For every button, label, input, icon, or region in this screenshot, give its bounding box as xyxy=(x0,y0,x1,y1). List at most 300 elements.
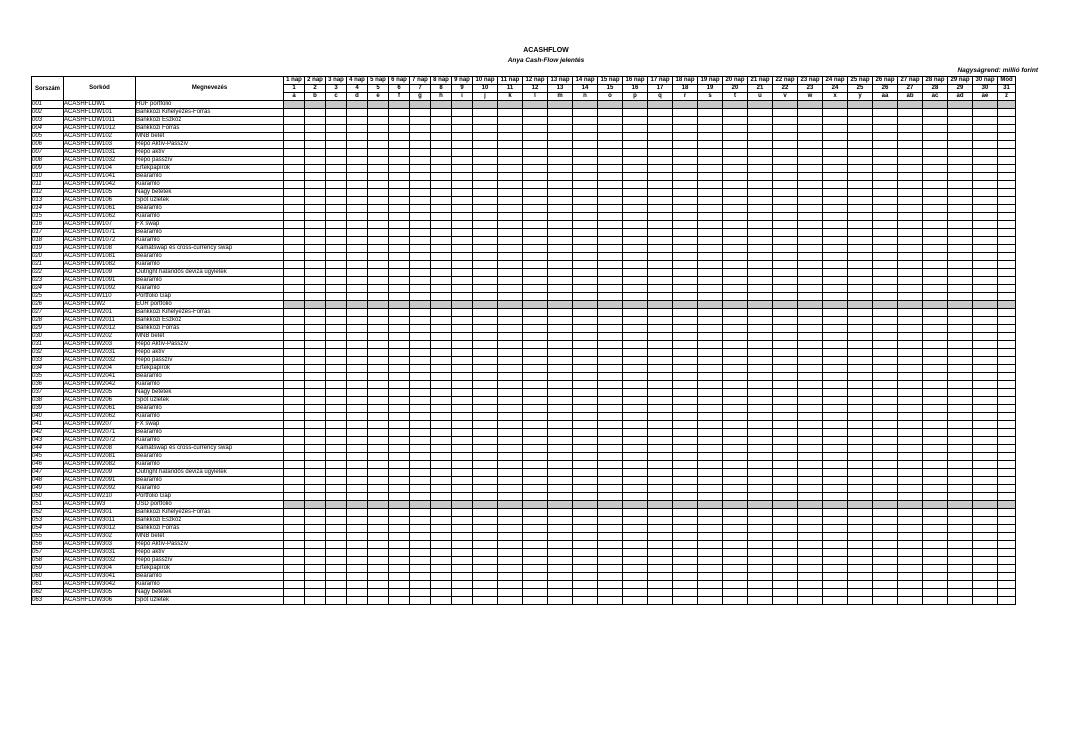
value-cell[interactable] xyxy=(305,565,326,573)
value-cell[interactable] xyxy=(623,541,648,549)
value-cell[interactable] xyxy=(773,133,798,141)
value-cell[interactable] xyxy=(305,597,326,605)
value-cell[interactable] xyxy=(698,293,723,301)
value-cell[interactable] xyxy=(773,365,798,373)
value-cell[interactable] xyxy=(723,485,748,493)
value-cell[interactable] xyxy=(326,461,347,469)
value-cell[interactable] xyxy=(523,429,548,437)
value-cell[interactable] xyxy=(673,493,698,501)
value-cell[interactable] xyxy=(998,149,1016,157)
value-cell[interactable] xyxy=(848,437,873,445)
value-cell[interactable] xyxy=(798,365,823,373)
value-cell[interactable] xyxy=(898,413,923,421)
value-cell[interactable] xyxy=(823,229,848,237)
value-cell[interactable] xyxy=(998,133,1016,141)
value-cell[interactable] xyxy=(623,285,648,293)
value-cell[interactable] xyxy=(698,349,723,357)
value-cell[interactable] xyxy=(598,509,623,517)
value-cell[interactable] xyxy=(368,445,389,453)
value-cell[interactable] xyxy=(284,541,305,549)
value-cell[interactable] xyxy=(573,413,598,421)
value-cell[interactable] xyxy=(498,117,523,125)
value-cell[interactable] xyxy=(452,509,473,517)
value-cell[interactable] xyxy=(389,485,410,493)
value-cell[interactable] xyxy=(773,269,798,277)
value-cell[interactable] xyxy=(410,205,431,213)
value-cell[interactable] xyxy=(523,101,548,109)
value-cell[interactable] xyxy=(823,413,848,421)
value-cell[interactable] xyxy=(848,301,873,309)
value-cell[interactable] xyxy=(598,349,623,357)
value-cell[interactable] xyxy=(326,381,347,389)
value-cell[interactable] xyxy=(973,453,998,461)
value-cell[interactable] xyxy=(473,429,498,437)
value-cell[interactable] xyxy=(873,285,898,293)
value-cell[interactable] xyxy=(823,277,848,285)
value-cell[interactable] xyxy=(748,597,773,605)
value-cell[interactable] xyxy=(598,293,623,301)
value-cell[interactable] xyxy=(410,149,431,157)
value-cell[interactable] xyxy=(773,229,798,237)
value-cell[interactable] xyxy=(623,301,648,309)
value-cell[interactable] xyxy=(898,405,923,413)
value-cell[interactable] xyxy=(498,413,523,421)
value-cell[interactable] xyxy=(673,157,698,165)
value-cell[interactable] xyxy=(948,205,973,213)
value-cell[interactable] xyxy=(347,557,368,565)
value-cell[interactable] xyxy=(473,541,498,549)
value-cell[interactable] xyxy=(823,485,848,493)
value-cell[interactable] xyxy=(368,373,389,381)
value-cell[interactable] xyxy=(623,333,648,341)
value-cell[interactable] xyxy=(410,541,431,549)
value-cell[interactable] xyxy=(723,373,748,381)
value-cell[interactable] xyxy=(748,573,773,581)
value-cell[interactable] xyxy=(452,117,473,125)
value-cell[interactable] xyxy=(284,597,305,605)
value-cell[interactable] xyxy=(305,325,326,333)
value-cell[interactable] xyxy=(368,589,389,597)
value-cell[interactable] xyxy=(284,261,305,269)
value-cell[interactable] xyxy=(410,445,431,453)
value-cell[interactable] xyxy=(998,453,1016,461)
value-cell[interactable] xyxy=(823,205,848,213)
value-cell[interactable] xyxy=(548,197,573,205)
value-cell[interactable] xyxy=(898,285,923,293)
value-cell[interactable] xyxy=(698,141,723,149)
value-cell[interactable] xyxy=(923,477,948,485)
value-cell[interactable] xyxy=(898,133,923,141)
value-cell[interactable] xyxy=(698,325,723,333)
value-cell[interactable] xyxy=(368,133,389,141)
value-cell[interactable] xyxy=(623,341,648,349)
value-cell[interactable] xyxy=(573,461,598,469)
value-cell[interactable] xyxy=(326,429,347,437)
value-cell[interactable] xyxy=(798,117,823,125)
value-cell[interactable] xyxy=(698,317,723,325)
value-cell[interactable] xyxy=(347,573,368,581)
value-cell[interactable] xyxy=(623,549,648,557)
value-cell[interactable] xyxy=(648,357,673,365)
value-cell[interactable] xyxy=(305,237,326,245)
value-cell[interactable] xyxy=(498,341,523,349)
value-cell[interactable] xyxy=(623,581,648,589)
value-cell[interactable] xyxy=(389,181,410,189)
value-cell[interactable] xyxy=(368,309,389,317)
value-cell[interactable] xyxy=(898,141,923,149)
value-cell[interactable] xyxy=(723,261,748,269)
value-cell[interactable] xyxy=(410,509,431,517)
value-cell[interactable] xyxy=(573,125,598,133)
value-cell[interactable] xyxy=(823,381,848,389)
value-cell[interactable] xyxy=(573,429,598,437)
value-cell[interactable] xyxy=(548,269,573,277)
value-cell[interactable] xyxy=(326,277,347,285)
value-cell[interactable] xyxy=(723,309,748,317)
value-cell[interactable] xyxy=(452,197,473,205)
value-cell[interactable] xyxy=(923,213,948,221)
value-cell[interactable] xyxy=(848,189,873,197)
value-cell[interactable] xyxy=(305,189,326,197)
value-cell[interactable] xyxy=(305,141,326,149)
value-cell[interactable] xyxy=(948,557,973,565)
value-cell[interactable] xyxy=(473,165,498,173)
value-cell[interactable] xyxy=(410,173,431,181)
value-cell[interactable] xyxy=(798,557,823,565)
value-cell[interactable] xyxy=(848,101,873,109)
value-cell[interactable] xyxy=(973,581,998,589)
value-cell[interactable] xyxy=(648,173,673,181)
value-cell[interactable] xyxy=(284,501,305,509)
value-cell[interactable] xyxy=(623,509,648,517)
value-cell[interactable] xyxy=(848,469,873,477)
value-cell[interactable] xyxy=(326,253,347,261)
value-cell[interactable] xyxy=(773,525,798,533)
value-cell[interactable] xyxy=(573,597,598,605)
value-cell[interactable] xyxy=(548,549,573,557)
value-cell[interactable] xyxy=(523,133,548,141)
value-cell[interactable] xyxy=(368,317,389,325)
value-cell[interactable] xyxy=(873,109,898,117)
value-cell[interactable] xyxy=(326,445,347,453)
value-cell[interactable] xyxy=(873,485,898,493)
value-cell[interactable] xyxy=(723,557,748,565)
value-cell[interactable] xyxy=(973,293,998,301)
value-cell[interactable] xyxy=(698,485,723,493)
value-cell[interactable] xyxy=(623,261,648,269)
value-cell[interactable] xyxy=(473,333,498,341)
value-cell[interactable] xyxy=(284,445,305,453)
value-cell[interactable] xyxy=(410,517,431,525)
value-cell[interactable] xyxy=(548,213,573,221)
value-cell[interactable] xyxy=(723,453,748,461)
value-cell[interactable] xyxy=(998,365,1016,373)
value-cell[interactable] xyxy=(998,309,1016,317)
value-cell[interactable] xyxy=(723,173,748,181)
value-cell[interactable] xyxy=(823,365,848,373)
value-cell[interactable] xyxy=(410,117,431,125)
value-cell[interactable] xyxy=(798,245,823,253)
value-cell[interactable] xyxy=(452,485,473,493)
value-cell[interactable] xyxy=(389,165,410,173)
value-cell[interactable] xyxy=(431,309,452,317)
value-cell[interactable] xyxy=(498,253,523,261)
value-cell[interactable] xyxy=(673,109,698,117)
value-cell[interactable] xyxy=(473,309,498,317)
value-cell[interactable] xyxy=(473,421,498,429)
value-cell[interactable] xyxy=(498,133,523,141)
value-cell[interactable] xyxy=(848,173,873,181)
value-cell[interactable] xyxy=(410,493,431,501)
value-cell[interactable] xyxy=(452,293,473,301)
value-cell[interactable] xyxy=(948,277,973,285)
value-cell[interactable] xyxy=(305,261,326,269)
value-cell[interactable] xyxy=(284,109,305,117)
value-cell[interactable] xyxy=(648,517,673,525)
value-cell[interactable] xyxy=(389,117,410,125)
value-cell[interactable] xyxy=(973,125,998,133)
value-cell[interactable] xyxy=(873,301,898,309)
value-cell[interactable] xyxy=(326,109,347,117)
value-cell[interactable] xyxy=(948,149,973,157)
value-cell[interactable] xyxy=(723,541,748,549)
value-cell[interactable] xyxy=(798,293,823,301)
value-cell[interactable] xyxy=(998,589,1016,597)
value-cell[interactable] xyxy=(347,269,368,277)
value-cell[interactable] xyxy=(573,325,598,333)
value-cell[interactable] xyxy=(873,453,898,461)
value-cell[interactable] xyxy=(723,189,748,197)
value-cell[interactable] xyxy=(410,165,431,173)
value-cell[interactable] xyxy=(898,245,923,253)
value-cell[interactable] xyxy=(773,149,798,157)
value-cell[interactable] xyxy=(898,397,923,405)
value-cell[interactable] xyxy=(284,221,305,229)
value-cell[interactable] xyxy=(648,365,673,373)
value-cell[interactable] xyxy=(305,445,326,453)
value-cell[interactable] xyxy=(548,237,573,245)
value-cell[interactable] xyxy=(368,365,389,373)
value-cell[interactable] xyxy=(548,581,573,589)
value-cell[interactable] xyxy=(773,341,798,349)
value-cell[interactable] xyxy=(973,477,998,485)
value-cell[interactable] xyxy=(873,493,898,501)
value-cell[interactable] xyxy=(698,253,723,261)
value-cell[interactable] xyxy=(548,429,573,437)
value-cell[interactable] xyxy=(305,221,326,229)
value-cell[interactable] xyxy=(923,429,948,437)
value-cell[interactable] xyxy=(473,549,498,557)
value-cell[interactable] xyxy=(548,325,573,333)
value-cell[interactable] xyxy=(998,485,1016,493)
value-cell[interactable] xyxy=(798,373,823,381)
value-cell[interactable] xyxy=(498,501,523,509)
value-cell[interactable] xyxy=(973,381,998,389)
value-cell[interactable] xyxy=(452,285,473,293)
value-cell[interactable] xyxy=(523,301,548,309)
value-cell[interactable] xyxy=(573,245,598,253)
value-cell[interactable] xyxy=(326,573,347,581)
value-cell[interactable] xyxy=(848,117,873,125)
value-cell[interactable] xyxy=(284,269,305,277)
value-cell[interactable] xyxy=(523,357,548,365)
value-cell[interactable] xyxy=(973,245,998,253)
value-cell[interactable] xyxy=(948,285,973,293)
value-cell[interactable] xyxy=(523,597,548,605)
value-cell[interactable] xyxy=(823,269,848,277)
value-cell[interactable] xyxy=(698,573,723,581)
value-cell[interactable] xyxy=(284,381,305,389)
value-cell[interactable] xyxy=(548,461,573,469)
value-cell[interactable] xyxy=(573,397,598,405)
value-cell[interactable] xyxy=(723,413,748,421)
value-cell[interactable] xyxy=(773,493,798,501)
value-cell[interactable] xyxy=(410,381,431,389)
value-cell[interactable] xyxy=(773,589,798,597)
value-cell[interactable] xyxy=(923,125,948,133)
value-cell[interactable] xyxy=(873,533,898,541)
value-cell[interactable] xyxy=(498,525,523,533)
value-cell[interactable] xyxy=(798,109,823,117)
value-cell[interactable] xyxy=(998,301,1016,309)
value-cell[interactable] xyxy=(723,349,748,357)
value-cell[interactable] xyxy=(698,341,723,349)
value-cell[interactable] xyxy=(748,525,773,533)
value-cell[interactable] xyxy=(623,269,648,277)
value-cell[interactable] xyxy=(748,197,773,205)
value-cell[interactable] xyxy=(548,117,573,125)
value-cell[interactable] xyxy=(798,165,823,173)
value-cell[interactable] xyxy=(410,453,431,461)
value-cell[interactable] xyxy=(923,357,948,365)
value-cell[interactable] xyxy=(923,461,948,469)
value-cell[interactable] xyxy=(898,317,923,325)
value-cell[interactable] xyxy=(284,565,305,573)
value-cell[interactable] xyxy=(923,501,948,509)
value-cell[interactable] xyxy=(673,149,698,157)
value-cell[interactable] xyxy=(648,581,673,589)
value-cell[interactable] xyxy=(648,221,673,229)
value-cell[interactable] xyxy=(347,117,368,125)
value-cell[interactable] xyxy=(698,125,723,133)
value-cell[interactable] xyxy=(948,453,973,461)
value-cell[interactable] xyxy=(948,237,973,245)
value-cell[interactable] xyxy=(410,341,431,349)
value-cell[interactable] xyxy=(848,205,873,213)
value-cell[interactable] xyxy=(898,269,923,277)
value-cell[interactable] xyxy=(326,165,347,173)
value-cell[interactable] xyxy=(973,277,998,285)
value-cell[interactable] xyxy=(973,357,998,365)
value-cell[interactable] xyxy=(368,205,389,213)
value-cell[interactable] xyxy=(823,357,848,365)
value-cell[interactable] xyxy=(773,533,798,541)
value-cell[interactable] xyxy=(673,333,698,341)
value-cell[interactable] xyxy=(773,261,798,269)
value-cell[interactable] xyxy=(573,213,598,221)
value-cell[interactable] xyxy=(823,245,848,253)
value-cell[interactable] xyxy=(389,541,410,549)
value-cell[interactable] xyxy=(623,109,648,117)
value-cell[interactable] xyxy=(898,477,923,485)
value-cell[interactable] xyxy=(998,245,1016,253)
value-cell[interactable] xyxy=(548,245,573,253)
value-cell[interactable] xyxy=(473,237,498,245)
value-cell[interactable] xyxy=(973,109,998,117)
value-cell[interactable] xyxy=(389,125,410,133)
value-cell[interactable] xyxy=(848,269,873,277)
value-cell[interactable] xyxy=(498,581,523,589)
value-cell[interactable] xyxy=(368,349,389,357)
value-cell[interactable] xyxy=(698,461,723,469)
value-cell[interactable] xyxy=(498,125,523,133)
value-cell[interactable] xyxy=(998,117,1016,125)
value-cell[interactable] xyxy=(368,173,389,181)
value-cell[interactable] xyxy=(748,277,773,285)
value-cell[interactable] xyxy=(347,101,368,109)
value-cell[interactable] xyxy=(848,309,873,317)
value-cell[interactable] xyxy=(473,285,498,293)
value-cell[interactable] xyxy=(873,293,898,301)
value-cell[interactable] xyxy=(389,357,410,365)
value-cell[interactable] xyxy=(452,469,473,477)
value-cell[interactable] xyxy=(698,133,723,141)
value-cell[interactable] xyxy=(948,389,973,397)
value-cell[interactable] xyxy=(573,189,598,197)
value-cell[interactable] xyxy=(548,149,573,157)
value-cell[interactable] xyxy=(347,533,368,541)
value-cell[interactable] xyxy=(748,517,773,525)
value-cell[interactable] xyxy=(823,133,848,141)
value-cell[interactable] xyxy=(284,389,305,397)
value-cell[interactable] xyxy=(648,493,673,501)
value-cell[interactable] xyxy=(573,117,598,125)
value-cell[interactable] xyxy=(648,301,673,309)
value-cell[interactable] xyxy=(998,573,1016,581)
value-cell[interactable] xyxy=(347,109,368,117)
value-cell[interactable] xyxy=(389,421,410,429)
value-cell[interactable] xyxy=(598,421,623,429)
value-cell[interactable] xyxy=(573,181,598,189)
value-cell[interactable] xyxy=(873,437,898,445)
value-cell[interactable] xyxy=(798,157,823,165)
value-cell[interactable] xyxy=(873,229,898,237)
value-cell[interactable] xyxy=(431,389,452,397)
value-cell[interactable] xyxy=(598,501,623,509)
value-cell[interactable] xyxy=(389,533,410,541)
value-cell[interactable] xyxy=(648,285,673,293)
value-cell[interactable] xyxy=(431,589,452,597)
value-cell[interactable] xyxy=(748,245,773,253)
value-cell[interactable] xyxy=(748,453,773,461)
value-cell[interactable] xyxy=(305,517,326,525)
value-cell[interactable] xyxy=(523,309,548,317)
value-cell[interactable] xyxy=(347,589,368,597)
value-cell[interactable] xyxy=(973,517,998,525)
value-cell[interactable] xyxy=(284,157,305,165)
value-cell[interactable] xyxy=(284,509,305,517)
value-cell[interactable] xyxy=(431,421,452,429)
value-cell[interactable] xyxy=(823,533,848,541)
value-cell[interactable] xyxy=(873,581,898,589)
value-cell[interactable] xyxy=(548,589,573,597)
value-cell[interactable] xyxy=(823,237,848,245)
value-cell[interactable] xyxy=(698,229,723,237)
value-cell[interactable] xyxy=(284,373,305,381)
value-cell[interactable] xyxy=(998,157,1016,165)
value-cell[interactable] xyxy=(898,573,923,581)
value-cell[interactable] xyxy=(648,309,673,317)
